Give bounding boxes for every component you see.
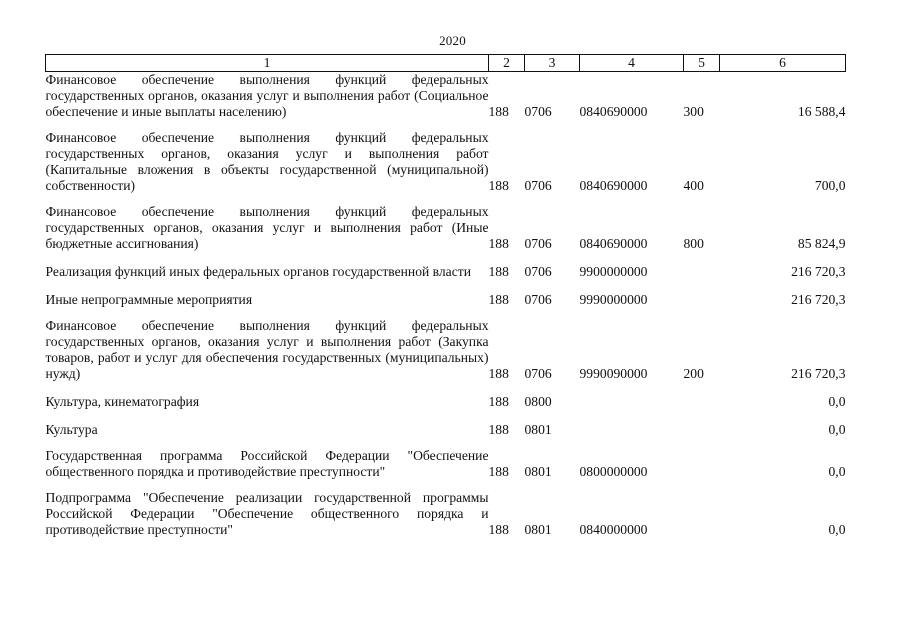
row-amount: 0,0 <box>828 522 846 537</box>
row-target: 0840000000 <box>579 522 648 537</box>
row-name: Финансовое обеспечение выполнения функций федеральных государственных органов, оказания услуг и выполнения работ (Капитальные вложения в объекты государственной (муниципальной) собственности) <box>45 130 489 193</box>
row-name: Государственная программа Российской Федерации "Обеспечение общественного порядка и противодействие преступности" <box>45 448 489 479</box>
table-row <box>46 480 846 538</box>
row-section: 0800 <box>524 394 552 409</box>
row-name: Культура, кинематография <box>45 394 200 409</box>
row-target: 0840690000 <box>579 104 648 119</box>
row-chapter: 188 <box>488 522 509 537</box>
row-section: 0706 <box>524 104 552 119</box>
row-type <box>684 382 720 410</box>
row-amount: 0,0 <box>828 464 846 479</box>
table-row <box>46 252 846 280</box>
row-amount: 0,0 <box>828 422 846 437</box>
row-chapter: 188 <box>488 178 509 193</box>
row-amount: 216 720,3 <box>791 292 846 307</box>
row-chapter: 188 <box>488 464 509 479</box>
row-chapter: 188 <box>488 104 509 119</box>
row-target: 0840690000 <box>579 236 648 251</box>
row-type <box>684 280 720 308</box>
table-row <box>46 120 846 194</box>
row-name: Иные непрограммные мероприятия <box>45 292 253 307</box>
row-type <box>684 410 720 438</box>
row-section: 0801 <box>524 464 552 479</box>
row-target <box>580 410 684 438</box>
row-amount: 216 720,3 <box>791 366 846 381</box>
row-section: 0801 <box>524 422 552 437</box>
header-col-6: 6 <box>720 55 846 72</box>
row-name: Реализация функций иных федеральных органов государственной власти <box>45 264 471 279</box>
row-type <box>684 480 720 538</box>
row-section: 0801 <box>524 522 552 537</box>
row-target: 9990090000 <box>579 366 648 381</box>
table-row <box>46 382 846 410</box>
row-type: 800 <box>683 236 704 251</box>
page-year: 2020 <box>439 33 466 48</box>
budget-table <box>45 54 846 538</box>
row-chapter: 188 <box>488 366 509 381</box>
table-row <box>46 72 846 121</box>
row-type <box>684 252 720 280</box>
row-chapter: 188 <box>488 422 509 437</box>
table-row <box>46 194 846 252</box>
row-section: 0706 <box>524 292 552 307</box>
row-amount: 85 824,9 <box>797 236 846 251</box>
row-target: 0800000000 <box>579 464 648 479</box>
row-amount: 16 588,4 <box>797 104 846 119</box>
row-type: 200 <box>683 366 704 381</box>
table-row <box>46 438 846 480</box>
table-row <box>46 280 846 308</box>
header-col-3: 3 <box>525 55 580 72</box>
row-target: 0840690000 <box>579 178 648 193</box>
header-col-2: 2 <box>489 55 525 72</box>
row-name: Подпрограмма "Обеспечение реализации государственной программы Российской Федерации "Обеспечение общественного порядка и противодействие преступности" <box>45 490 489 537</box>
row-type: 300 <box>683 104 704 119</box>
row-section: 0706 <box>524 264 552 279</box>
header-col-5: 5 <box>684 55 720 72</box>
row-amount: 700,0 <box>814 178 846 193</box>
row-name: Финансовое обеспечение выполнения функций федеральных государственных органов, оказания услуг и выполнения работ (Иные бюджетные ассигнования) <box>45 204 489 251</box>
row-name: Финансовое обеспечение выполнения функций федеральных государственных органов, оказания услуг и выполнения работ (Социальное обеспечение и иные выплаты населению) <box>45 72 489 119</box>
row-name: Финансовое обеспечение выполнения функций федеральных государственных органов, оказания услуг и выполнения работ (Закупка товаров, работ и услуг для обеспечения государственных (муниципальных) нужд) <box>45 318 489 381</box>
row-chapter: 188 <box>488 394 509 409</box>
row-chapter: 188 <box>488 264 509 279</box>
row-type: 400 <box>683 178 704 193</box>
header-col-1: 1 <box>46 55 489 72</box>
row-chapter: 188 <box>488 236 509 251</box>
row-target <box>580 382 684 410</box>
header-col-4: 4 <box>580 55 684 72</box>
row-name: Культура <box>45 422 98 437</box>
row-amount: 0,0 <box>828 394 846 409</box>
row-section: 0706 <box>524 366 552 381</box>
row-amount: 216 720,3 <box>791 264 846 279</box>
table-row <box>46 308 846 382</box>
row-target: 9900000000 <box>579 264 648 279</box>
row-section: 0706 <box>524 236 552 251</box>
header-row <box>46 55 846 72</box>
row-chapter: 188 <box>488 292 509 307</box>
row-type <box>684 438 720 480</box>
row-target: 9990000000 <box>579 292 648 307</box>
table-row <box>46 410 846 438</box>
row-section: 0706 <box>524 178 552 193</box>
